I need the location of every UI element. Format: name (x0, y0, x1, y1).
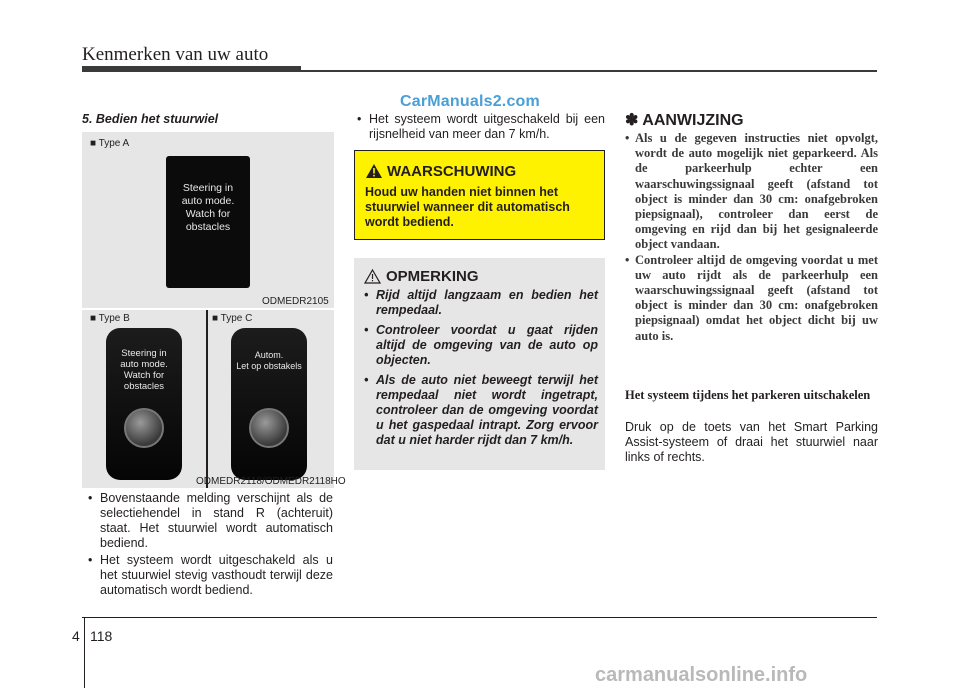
aanwijzing-list (625, 131, 878, 344)
warning-text: Houd uw handen niet binnen het stuurwiel wanneer dit automatisch wordt bediend. (365, 185, 570, 229)
figure-code-a: ODMEDR2105 (262, 296, 329, 307)
list-item (625, 131, 878, 253)
watermark-top: CarManuals2.com (400, 93, 540, 110)
screen-a-text (166, 182, 250, 234)
list-item (364, 323, 598, 368)
page-header-title: Kenmerken van uw auto (82, 44, 269, 65)
list-item (357, 112, 605, 142)
list-item-text: Controleer voordat u gaat rijden altijd de omgeving van de auto op objecten. (376, 323, 598, 367)
bullet-dot: • (364, 288, 369, 302)
type-b-label: ■ Type B (90, 313, 130, 324)
bullet-dot: • (88, 553, 93, 567)
aanwijzing-heading: ✽ AANWIJZING (625, 112, 744, 129)
steering-wheel-icon (249, 408, 289, 448)
screen-a-line: Watch for (185, 208, 231, 220)
list-item-text: Bovenstaande melding verschijnt als de selectiehendel in stand R (achteruit) staat. Het stuurwiel wordt automatisch bediend. (100, 491, 333, 550)
footer-divider (84, 618, 85, 688)
bullet-dot: • (364, 373, 369, 387)
bullet-dot: • (88, 491, 93, 505)
figure-divider (82, 308, 334, 310)
list-item-text: Het systeem wordt uitgeschakeld als u het stuurwiel stevig vasthoudt terwijl deze automatisch wordt bediend. (100, 553, 333, 597)
screen-b-line: auto mode. (120, 359, 168, 370)
screen-type-c (231, 328, 307, 480)
list-item-text: Het systeem wordt uitgeschakeld bij een rijsnelheid van meer dan 7 km/h. (369, 112, 605, 141)
type-c-label: ■ Type C (212, 313, 253, 324)
list-item (364, 373, 598, 448)
list-item-text: Als u de gegeven instructies niet opvolgt, wordt de auto mogelijk niet geparkeerd. Als de parkeerhulp echter een waarschuwingssignaal geeft (afstand tot object is minder dan 30 cm: onafgebroken piepsignaal), controleer dan eerst de omgeving en rijd dan bij het gesignaleerde object vandaan. (635, 131, 878, 252)
subheading: Het systeem tijdens het parkeren uitschakelen (625, 388, 871, 402)
list-item (625, 253, 878, 344)
warning-triangle-icon (365, 163, 383, 179)
bullet-dot: • (357, 112, 362, 126)
list-item-text: Rijd altijd langzaam en bedien het rempedaal. (376, 288, 598, 317)
note-heading: OPMERKING (386, 268, 479, 285)
caution-triangle-icon (364, 269, 381, 284)
warning-box (354, 150, 605, 240)
figure-code-bc: ODMEDR2118/ODMEDR2118HO (196, 476, 346, 487)
screen-a-line: obstacles (185, 221, 231, 233)
steering-wheel-icon (124, 408, 164, 448)
page-number: 118 (90, 628, 113, 644)
list-item (88, 491, 333, 551)
list-item (364, 288, 598, 318)
chapter-number: 4 (72, 628, 80, 644)
figure-divider-vertical (206, 310, 208, 488)
section-title: 5. Bedien het stuurwiel (82, 112, 219, 126)
header-rule (301, 70, 877, 72)
screen-a-line: auto mode. (181, 195, 235, 207)
note-list (364, 288, 598, 453)
watermark-bottom: carmanualsonline.info (595, 664, 808, 686)
warning-heading: WAARSCHUWING (387, 163, 517, 180)
bullet-dot: • (625, 131, 630, 145)
screen-c-line: Let op obstakels (236, 361, 302, 371)
header-bar (82, 66, 301, 72)
screen-c-line: Autom. (254, 350, 284, 360)
list-item-text: Controleer altijd de omgeving voordat u met uw auto rijdt als de parkeerhulp een waarschuwingssignaal geeft (afstand tot object is minder dan 30 cm: onafgebroken piepsignaal) omdat het object dicht bij uw auto is. (635, 252, 878, 343)
screen-b-line: obstacles (123, 381, 165, 392)
footer-rule (82, 617, 877, 618)
body-paragraph: Druk op de toets van het Smart Parking Assist-systeem of draai het stuurwiel naar links of rechts. (625, 420, 878, 464)
screen-b-line: Steering in (121, 348, 167, 359)
note-box (354, 258, 605, 470)
bullet-dot: • (625, 252, 630, 267)
screen-a-line: Steering in (182, 182, 234, 194)
screen-b-line: Watch for (123, 370, 165, 381)
screen-type-b (106, 328, 182, 480)
type-a-label: ■ Type A (90, 138, 130, 149)
screen-b-text (106, 348, 182, 392)
screen-c-text (231, 350, 307, 372)
list-item (88, 553, 333, 598)
bullet-dot: • (364, 323, 369, 337)
list-item-text: Als de auto niet beweegt terwijl het rempedaal niet wordt ingetrapt, controleer dan de omgeving voordat u het gaspedaal intrapt. Zorg ervoor dat u niet harder rijdt dan 7 km/h. (376, 373, 598, 447)
screen-type-a (166, 156, 250, 288)
